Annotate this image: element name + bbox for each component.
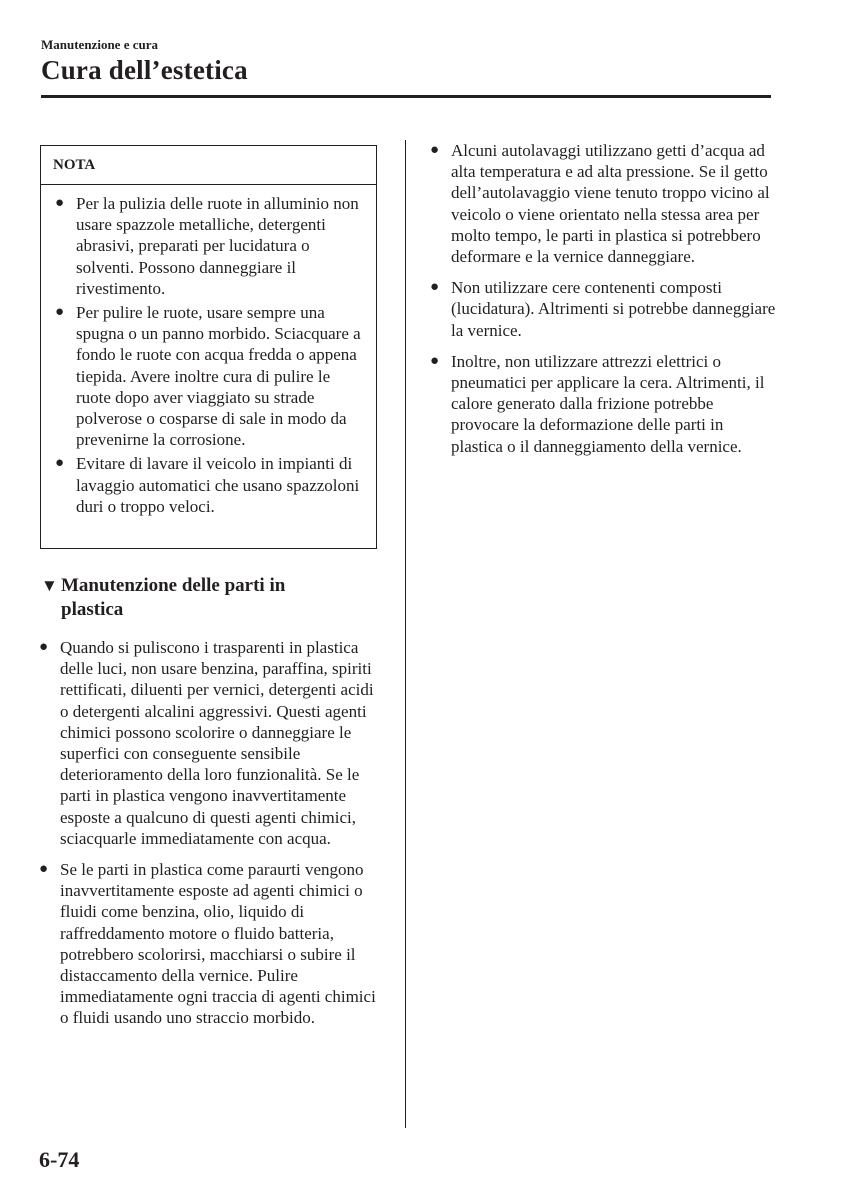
plastic-care-list	[36, 637, 382, 1039]
list-item	[427, 351, 777, 457]
list-item-text: Inoltre, non utilizzare attrezzi elettrici o pneumatici per applicare la cera. Altrimenti, il calore generato dalla frizione potrebbe provocare la deformazione delle parti in plastica o il danneggiamento della vernice.	[451, 351, 765, 456]
note-item	[52, 453, 366, 517]
list-item-text: Se le parti in plastica come paraurti vengono inavvertitamente esposte ad agenti chimici o fluidi come benzina, olio, liquido di raffreddamento motore o fluido batteria, potrebbero scolorirsi, macchiarsi o subire il distaccamento della vernice. Pulire immediatamente ogni traccia di agenti chimici o fluidi usando uno straccio morbido.	[60, 860, 376, 1028]
section-label: Manutenzione e cura	[41, 37, 158, 52]
bullet-icon: ●	[55, 455, 65, 472]
note-item-text: Per pulire le ruote, usare sempre una spugna o un panno morbido. Sciacquare a fondo le ruote con acqua fredda o appena tiepida. Avere inoltre cura di pulire le ruote dopo aver viaggiato su strade polverose o cosparse di sale in modo da prevenirne la corrosione.	[76, 303, 361, 450]
section-heading-line2: plastica	[61, 599, 124, 620]
list-item-text: Non utilizzare cere contenenti composti (lucidatura). Altrimenti si potrebbe danneggiare la vernice.	[451, 278, 776, 340]
bullet-icon: ●	[39, 861, 49, 878]
note-item-text: Evitare di lavare il veicolo in impianti di lavaggio automatici che usano spazzoloni duri o troppo veloci.	[76, 454, 360, 516]
list-item	[36, 637, 382, 849]
bullet-icon: ●	[39, 639, 49, 655]
bullet-icon: ●	[430, 279, 440, 296]
list-item	[427, 277, 777, 341]
list-item-text: Alcuni autolavaggi utilizzano getti d’acqua ad alta temperatura e ad alta pressione. Se il getto dell’autolavaggio viene tenuto troppo vicino al veicolo o viene orientato nella stessa area per molto tempo, le parti in plastica si potrebbero deformare e la vernice danneggiare.	[451, 141, 770, 267]
page-number: 6-74	[39, 1147, 80, 1172]
list-item-text: Quando si puliscono i trasparenti in plastica delle luci, non usare benzina, paraffina, spiriti rettificati, diluenti per vernici, detergenti acidi o detergenti alcalini aggressivi. Questi agenti chimici possono scolorire o danneggiare le superfici con conseguente sensibile deterioramento della loro funzionalità. Se le parti in plastica vengono inavvertitamente esposte a qualcuno di questi agenti chimici, sciacquarle immediatamente con acqua.	[60, 638, 374, 848]
section-heading	[41, 574, 381, 622]
title-rule	[41, 95, 771, 98]
note-item-text: Per la pulizia delle ruote in alluminio non usare spazzole metalliche, detergenti abrasivi, preparati per lucidatura o solventi. Possono danneggiare il rivestimento.	[76, 194, 359, 298]
note-box	[40, 145, 377, 549]
list-item	[427, 140, 777, 267]
list-item	[36, 859, 382, 1029]
bullet-icon: ●	[55, 195, 65, 211]
bullet-icon: ●	[430, 142, 440, 158]
page-title: Cura dell’estetica	[41, 55, 248, 85]
note-list	[41, 185, 376, 517]
note-heading: NOTA	[41, 146, 376, 185]
triangle-down-icon: ▼	[41, 576, 58, 595]
column-divider	[405, 140, 406, 1128]
right-column-list	[427, 140, 777, 467]
note-item	[52, 302, 366, 450]
bullet-icon: ●	[430, 352, 440, 369]
section-heading-line1: Manutenzione delle parti in	[61, 575, 286, 596]
note-item	[52, 193, 366, 299]
bullet-icon: ●	[55, 304, 65, 321]
